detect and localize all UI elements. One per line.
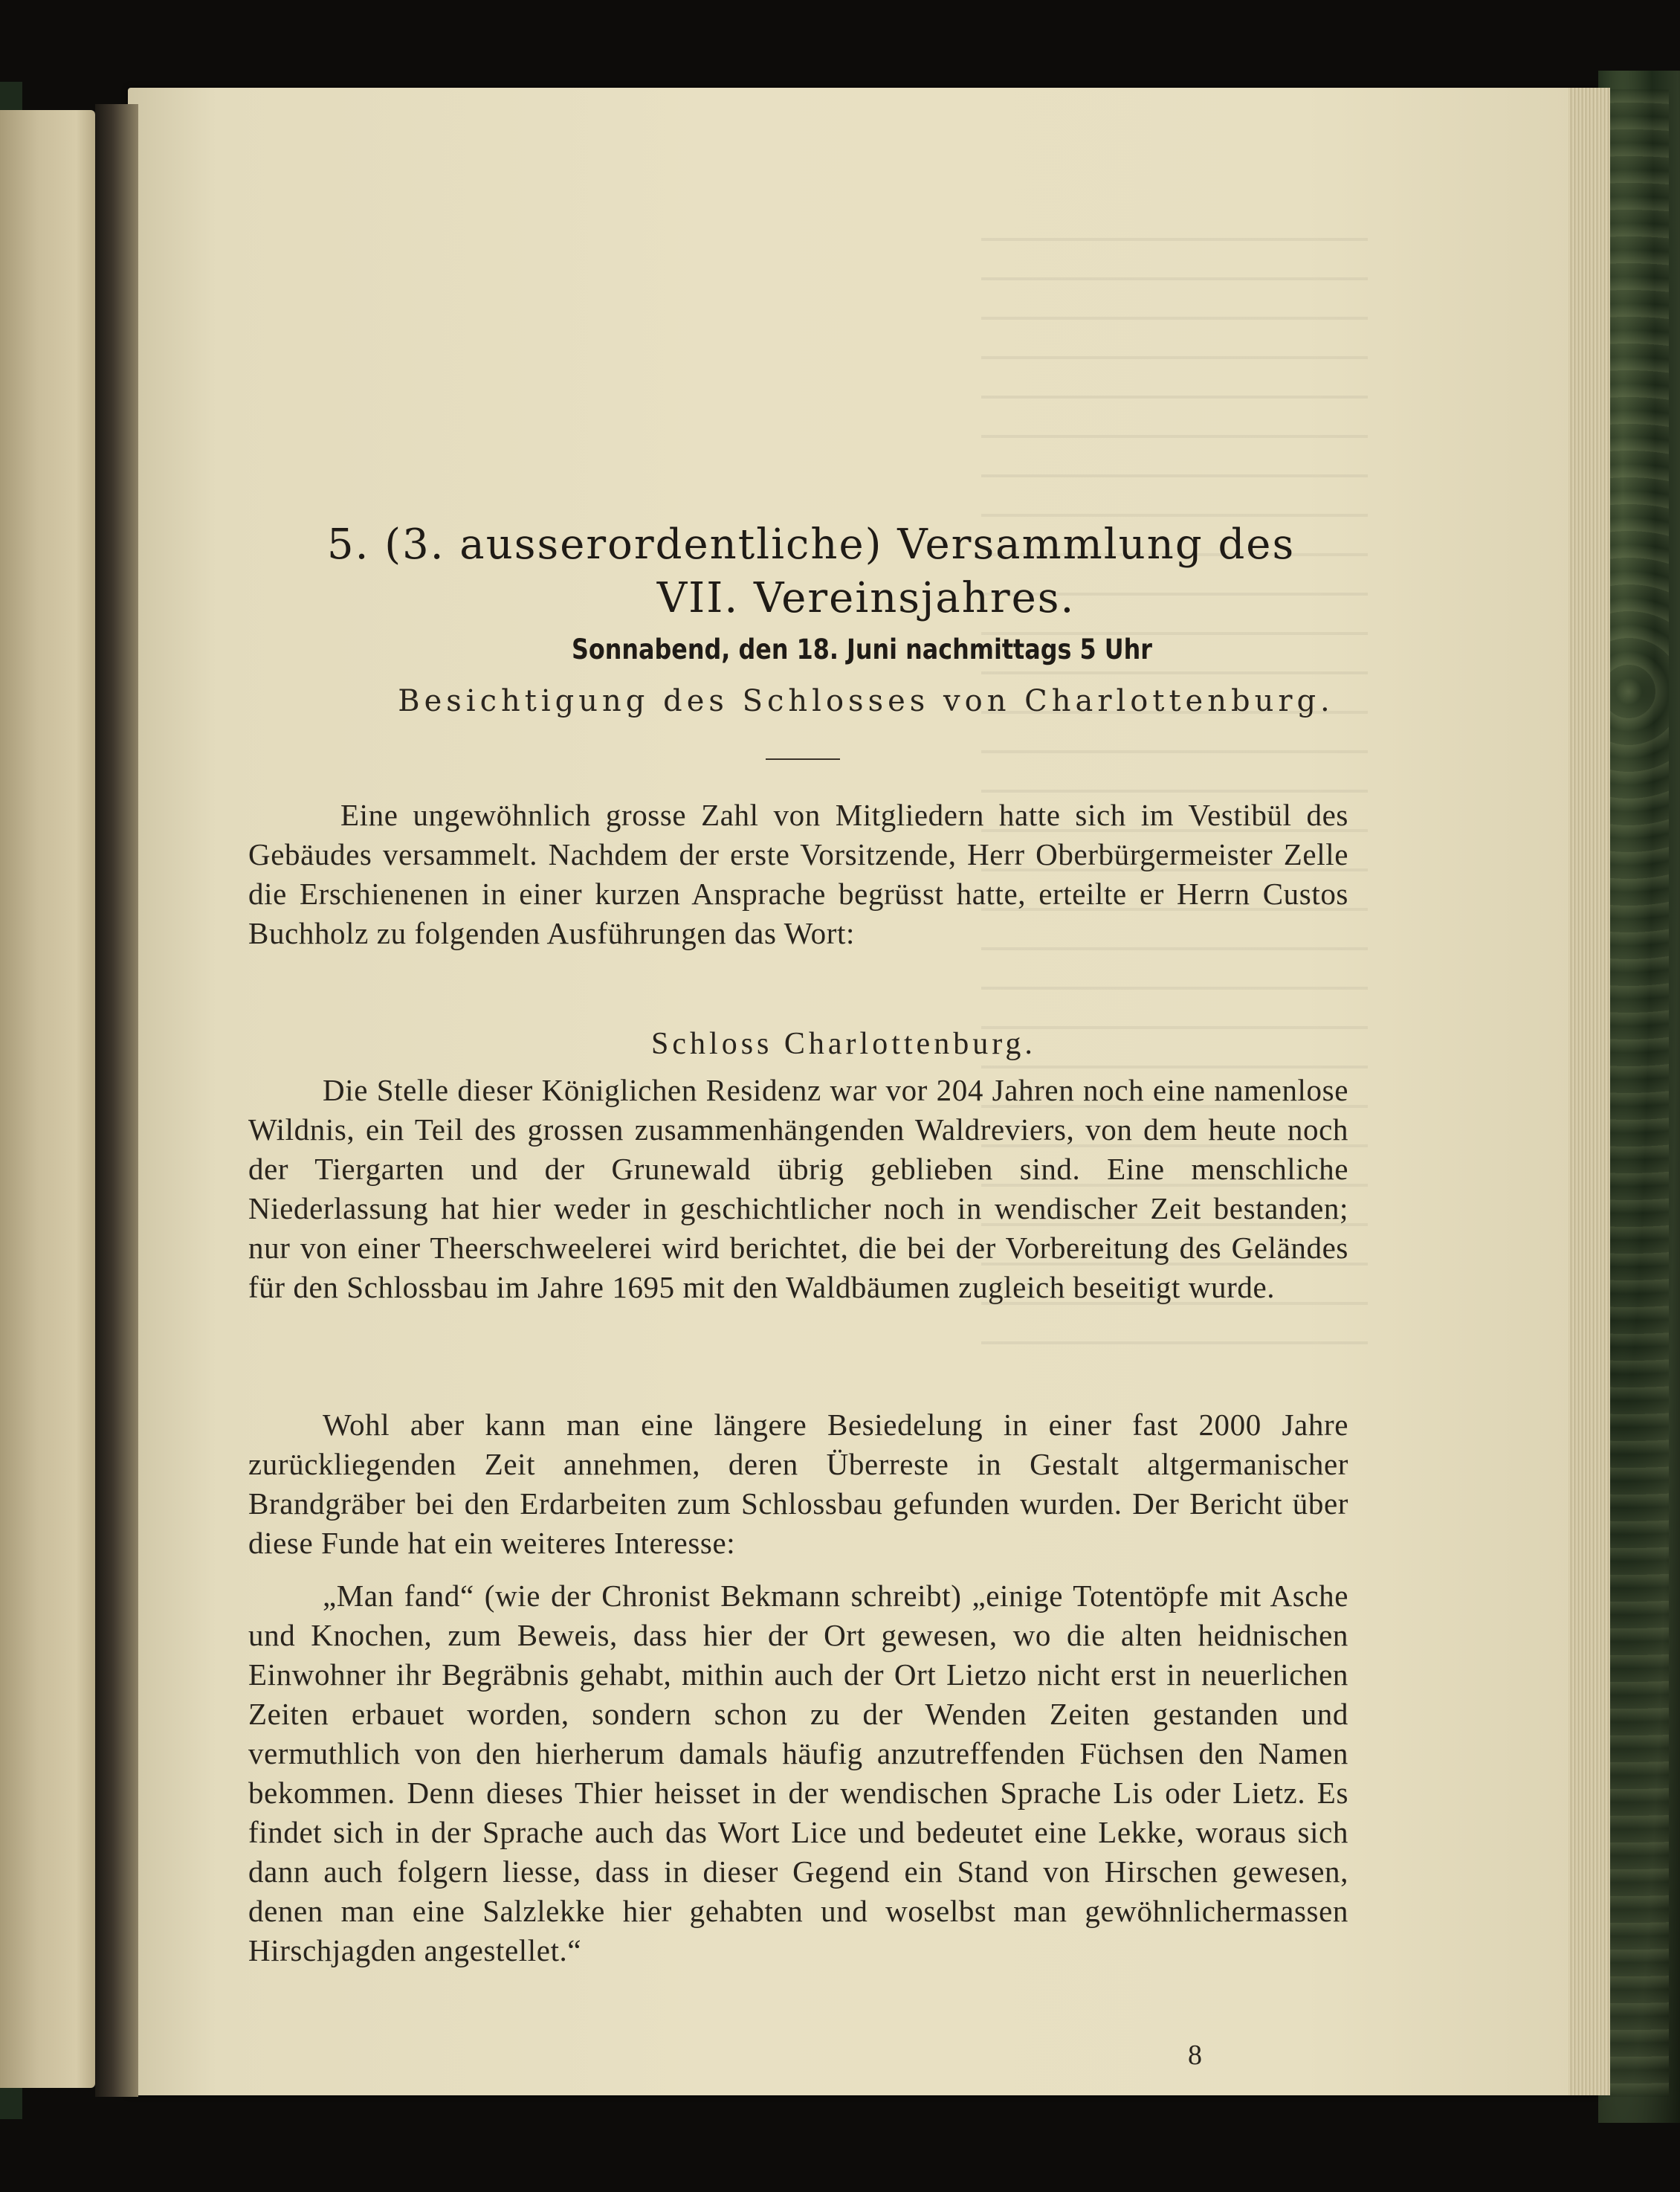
meeting-heading-line2: VII. Vereinsjahres.	[656, 574, 1076, 622]
divider-rule	[766, 758, 840, 760]
page-number: 8	[1188, 2040, 1202, 2071]
left-page-edge	[0, 110, 95, 2088]
cover-marbling	[1602, 89, 1669, 2097]
body-paragraph-3: „Man fand“ (wie der Chronist Bekmann schreibt) „einige Totentöpfe mit Asche und Knochen, zum Beweis, dass hier der Ort gewesen, wo die alten heidnischen Einwohner ihr Begräbnis gehabt, mithin auch der Ort Lietzo nicht erst in neuerlichen Zeiten erbauet worden, sondern schon zu der Wenden Zeiten gestanden und vermuthlich von den hierherum damals häufig anzutreffenden Füchsen den Namen bekommen. Denn dieses Thier heisset in der wendischen Sprache Lis oder Lietz. Es findet sich in der Sprache auch das Wort Lice und bedeutet eine Lekke, woraus sich dann auch folgern liesse, dass in dieser Gegend ein Stand von Hirschen gewesen, denen man eine Salzlekke hier gehabten und woselbst man gewöhnlichermassen Hirschjagden angestellet.“	[248, 1579, 1348, 1967]
section-title: Schloss Charlottenburg.	[651, 1027, 1036, 1061]
meeting-date: Sonnabend, den 18. Juni nachmittags 5 Uhr	[571, 634, 1152, 665]
meeting-subtitle: Besichtigung des Schlosses von Charlottenburg.	[398, 684, 1334, 718]
page-block-edges	[1568, 88, 1610, 2095]
body-paragraph-2: Wohl aber kann man eine längere Besiedelung in einer fast 2000 Jahre zurückliegenden Zeit annehmen, deren Überreste in Gestalt altgermanischer Brandgräber bei den Erdarbeiten zum Schlossbau gefunden wurden. Der Bericht über diese Funde hat ein weiteres Interesse:	[248, 1408, 1348, 1560]
body-paragraph-1: Die Stelle dieser Königlichen Residenz war vor 204 Jahren noch eine namenlose Wildnis, ein Teil des grossen zusammenhängenden Waldreviers, von dem heute noch der Tiergarten und der Grunewald übrig geblieben sind. Eine menschliche Niederlassung hat hier weder in geschichtlicher noch in wendischer Zeit bestanden; nur von einer Theerschweelerei wird berichtet, die bei der Vorbereitung des Geländes für den Schlossbau im Jahre 1695 mit den Waldbäumen zugleich beseitigt wurde.	[248, 1073, 1348, 1304]
meeting-heading-line1: 5. (3. ausserordentliche) Versammlung des	[327, 520, 1296, 569]
intro-paragraph: Eine ungewöhnlich grosse Zahl von Mitgliedern hatte sich im Vestibül des Gebäudes versammelt. Nachdem der erste Vorsitzende, Herr Oberbürgermeister Zelle die Erschienenen in einer kurzen Ansprache begrüsst hatte, erteilte er Herrn Custos Buchholz zu folgenden Ausführungen das Wort:	[248, 798, 1348, 950]
gutter-shadow	[95, 104, 138, 2097]
